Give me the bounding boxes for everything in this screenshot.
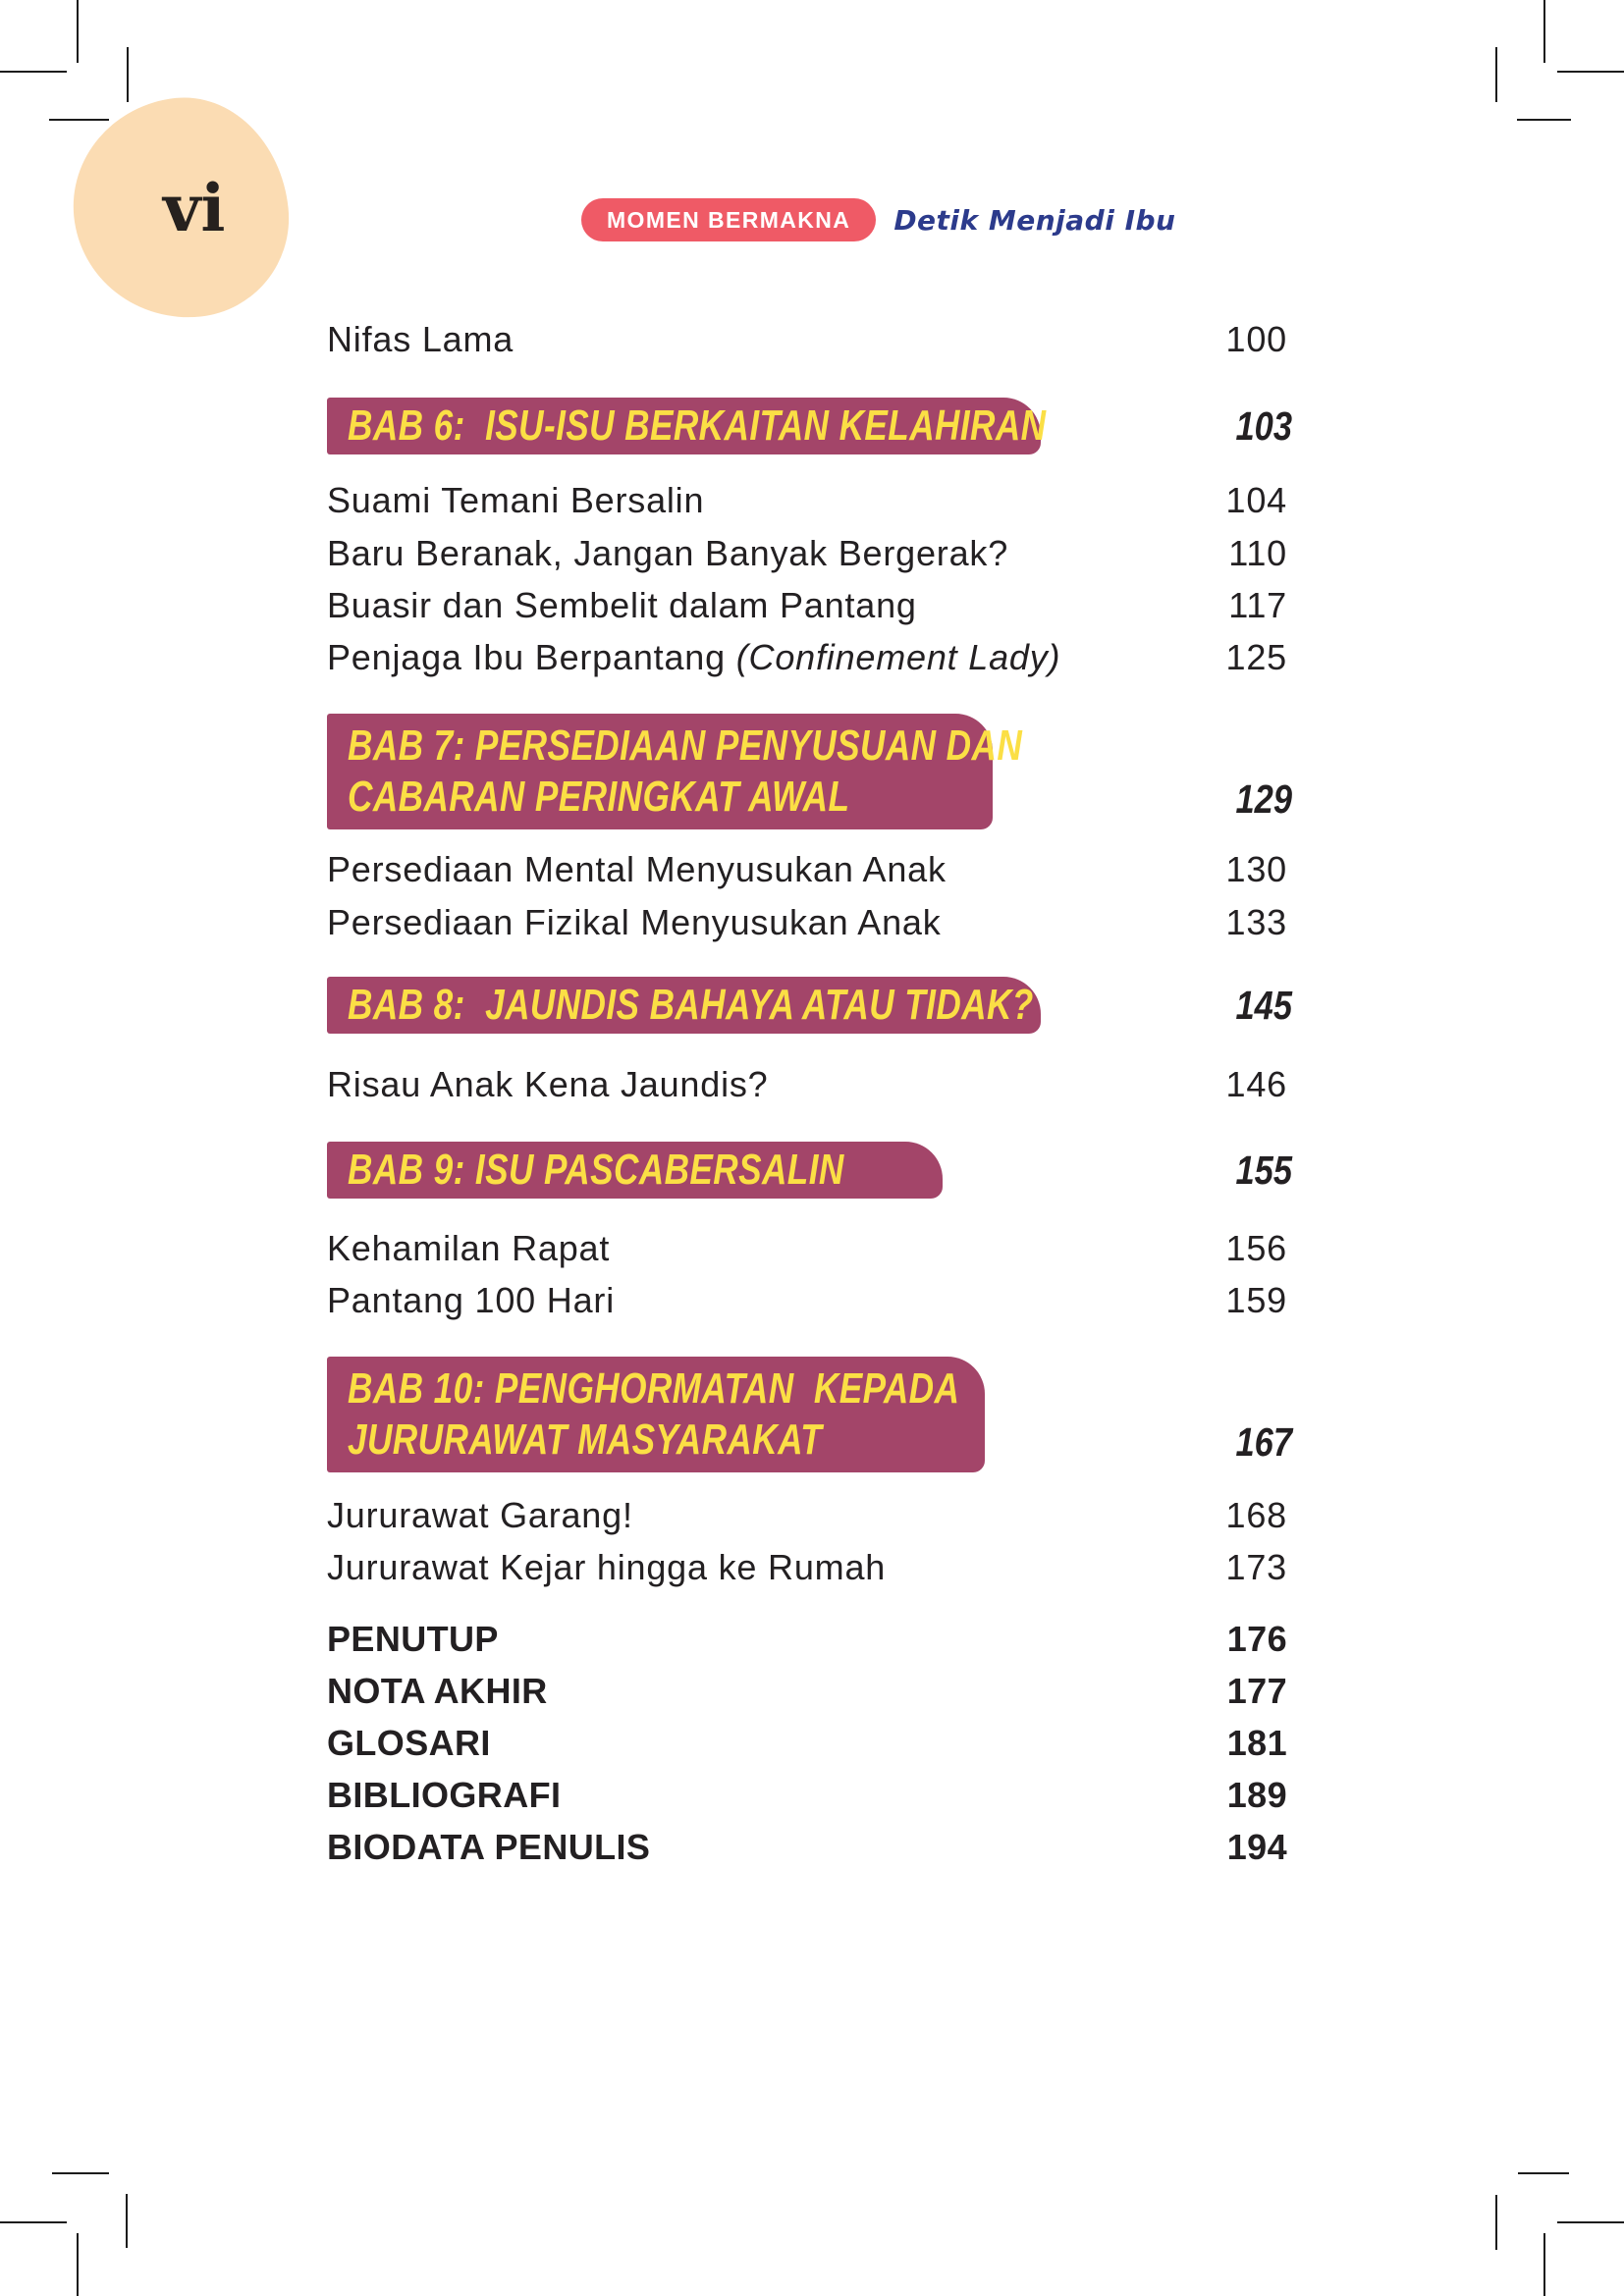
chapter-page: 103: [1235, 402, 1292, 449]
folio-blob: [63, 87, 298, 329]
toc-entry-page: 133: [1225, 902, 1287, 942]
toc-entry-label: NOTA AKHIR: [327, 1671, 548, 1711]
chapter-title: BAB 9: ISU PASCABERSALIN: [348, 1146, 844, 1194]
toc-entry-label: BIBLIOGRAFI: [327, 1775, 562, 1815]
toc-entry: [327, 527, 1287, 580]
crop-mark: [77, 2233, 79, 2296]
crop-mark: [1495, 2195, 1497, 2250]
chapter-title: BAB 8: JAUNDIS BAHAYA ATAU TIDAK?: [348, 981, 1034, 1029]
toc-entry-page: 100: [1225, 319, 1287, 359]
toc-entry-page: 176: [1226, 1619, 1287, 1659]
chapter-title: BAB 10: PENGHORMATAN KEPADA JURURAWAT MASYARAKAT: [348, 1364, 960, 1464]
toc-entry: [327, 631, 1287, 684]
toc-entry: [327, 843, 1287, 896]
toc-entry-label: GLOSARI: [327, 1723, 491, 1763]
chapter-page: 145: [1235, 982, 1292, 1028]
toc-entry: [327, 1613, 1287, 1666]
toc-entry: [327, 1222, 1287, 1275]
toc-entry-label: Pantang 100 Hari: [327, 1280, 615, 1320]
toc-entry-page: 189: [1226, 1775, 1287, 1815]
chapter-banner: [327, 1357, 985, 1472]
chapter-banner: [327, 1142, 943, 1199]
toc-entry-label: Penjaga Ibu Berpantang (Confinement Lady): [327, 637, 1061, 677]
toc-entry: [327, 1821, 1287, 1874]
toc-entry-page: 130: [1225, 849, 1287, 889]
chapter-title: BAB 6: ISU-ISU BERKAITAN KELAHIRAN: [348, 401, 1047, 450]
chapter-banner: [327, 714, 1023, 829]
toc-entry-label: Jururawat Garang!: [327, 1495, 633, 1535]
crop-mark: [49, 119, 109, 121]
toc-entry-page: 181: [1226, 1723, 1287, 1763]
toc-entry-label: Buasir dan Sembelit dalam Pantang: [327, 585, 917, 625]
toc-entry: [327, 1489, 1287, 1542]
series-badge: MOMEN BERMAKNA: [581, 198, 876, 241]
crop-mark: [127, 47, 129, 102]
toc-entry-page: 159: [1225, 1280, 1287, 1320]
chapter-banner: [327, 977, 1041, 1034]
toc-entry-page: 156: [1225, 1228, 1287, 1268]
toc-entry: [327, 1665, 1287, 1718]
toc-entry-page: 173: [1225, 1547, 1287, 1587]
crop-mark: [0, 71, 67, 73]
crop-mark: [1495, 47, 1497, 102]
toc-entry-page: 104: [1225, 480, 1287, 520]
toc-entry-page: 110: [1228, 533, 1287, 573]
toc-entry: [327, 579, 1287, 632]
toc-entry-label: Kehamilan Rapat: [327, 1228, 611, 1268]
chapter-title: BAB 7: PERSEDIAAN PENYUSUAN DAN CABARAN PERINGKAT AWAL: [348, 721, 1023, 821]
toc-entry-page: 125: [1225, 637, 1287, 677]
chapter-page: 155: [1235, 1147, 1292, 1193]
crop-mark: [1517, 119, 1571, 121]
crop-mark: [1557, 71, 1624, 73]
crop-mark: [126, 2194, 128, 2248]
toc-entry: [327, 313, 1287, 366]
toc-entry-label: Jururawat Kejar hingga ke Rumah: [327, 1547, 887, 1587]
crop-mark: [1543, 2233, 1545, 2296]
toc-entry-page: 177: [1226, 1671, 1287, 1711]
toc-entry-page: 117: [1228, 585, 1287, 625]
running-header: [581, 198, 1175, 241]
chapter-page: 129: [1235, 775, 1292, 822]
toc-entry-page: 194: [1226, 1827, 1287, 1867]
toc-entry-page: 146: [1225, 1064, 1287, 1104]
toc-entry: [327, 474, 1287, 527]
page-folio: vi: [163, 170, 226, 247]
toc-entry-label: BIODATA PENULIS: [327, 1827, 651, 1867]
toc-entry-label: Suami Temani Bersalin: [327, 480, 705, 520]
toc-entry-label: Baru Beranak, Jangan Banyak Bergerak?: [327, 533, 1009, 573]
chapter-banner: [327, 398, 1047, 454]
toc-entry: [327, 1541, 1287, 1594]
crop-mark: [1543, 0, 1545, 63]
toc-entry: [327, 1058, 1287, 1111]
toc-entry-label: Persediaan Mental Menyusukan Anak: [327, 849, 947, 889]
toc-entry: [327, 1769, 1287, 1822]
toc-entry-page: 168: [1225, 1495, 1287, 1535]
toc-entry: [327, 896, 1287, 949]
toc-entry-label: Risau Anak Kena Jaundis?: [327, 1064, 769, 1104]
book-title: Detik Menjadi Ibu: [893, 203, 1176, 237]
crop-mark: [0, 2221, 67, 2223]
crop-mark: [1518, 2172, 1569, 2174]
toc-entry: [327, 1717, 1287, 1770]
chapter-page: 167: [1235, 1418, 1292, 1465]
toc-entry: [327, 1274, 1287, 1327]
toc-entry-label: PENUTUP: [327, 1619, 499, 1659]
crop-mark: [77, 0, 79, 63]
crop-mark: [52, 2172, 109, 2174]
toc-entry-label: Persediaan Fizikal Menyusukan Anak: [327, 902, 942, 942]
crop-mark: [1557, 2221, 1624, 2223]
toc-entry-label: Nifas Lama: [327, 319, 514, 359]
